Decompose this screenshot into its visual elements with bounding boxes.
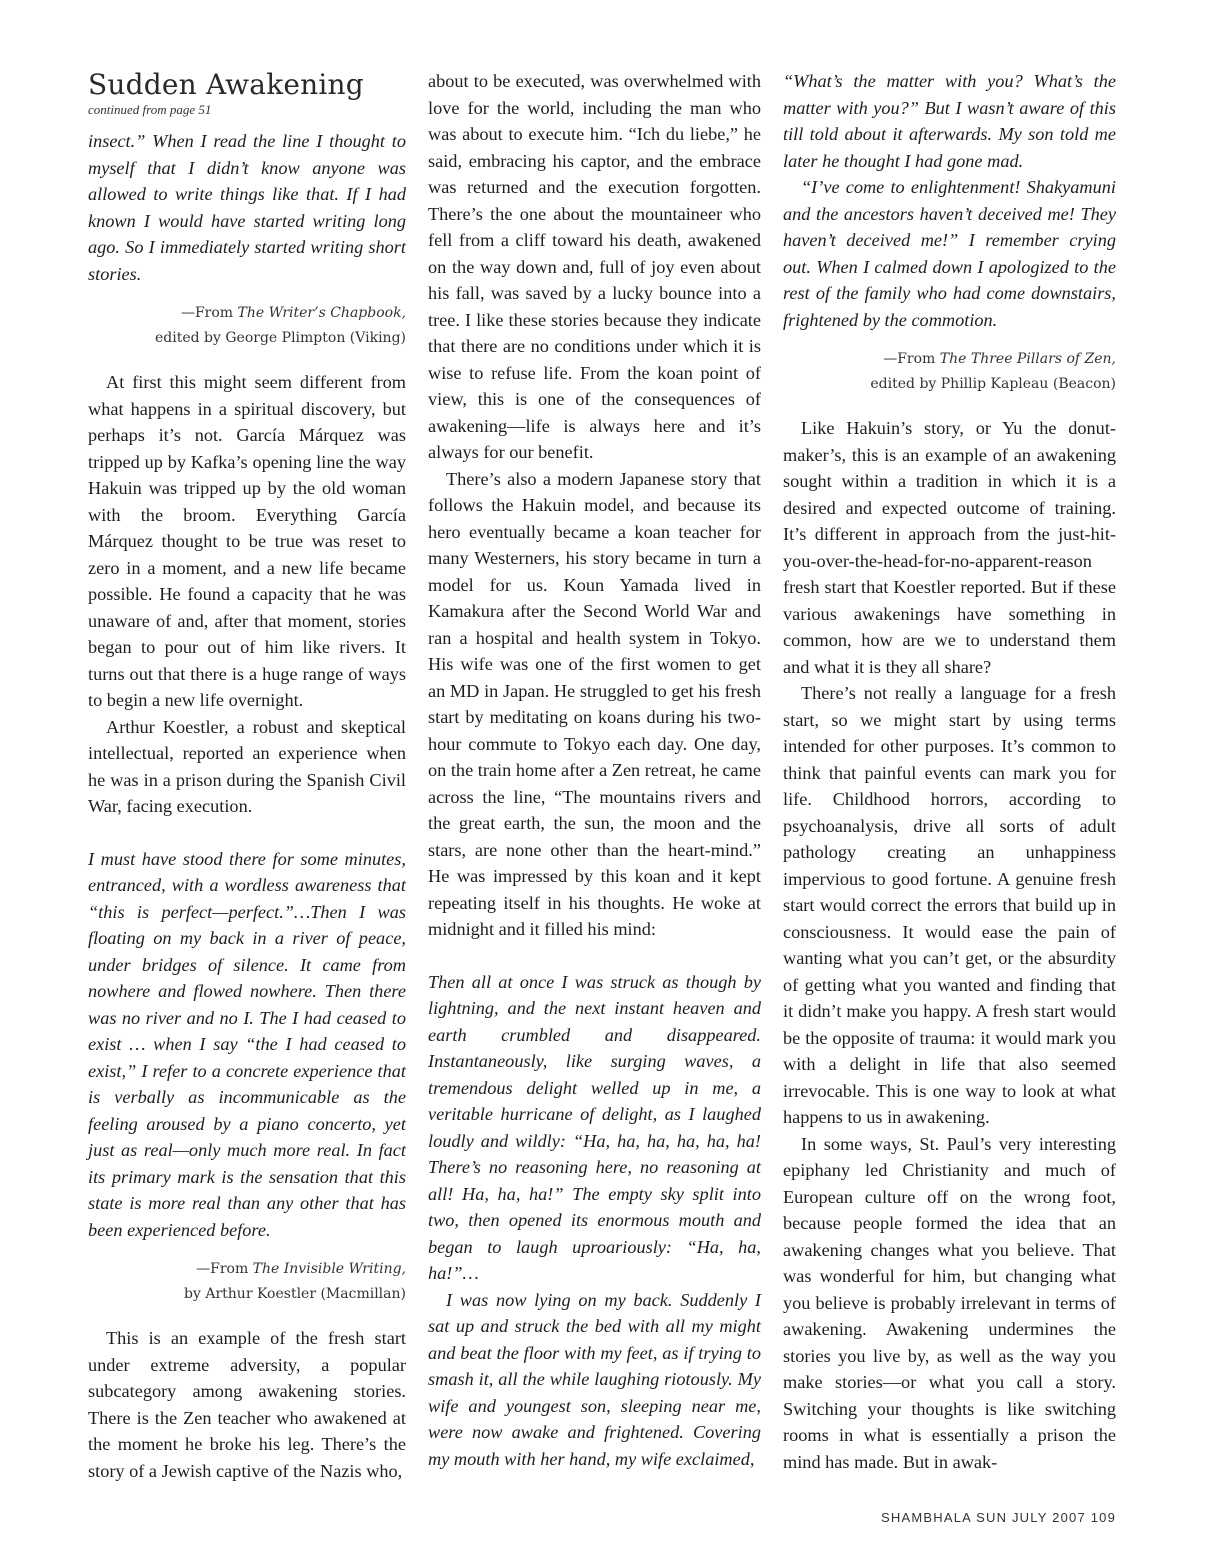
source-title: The Writer’s Chapbook, <box>237 305 406 321</box>
article-title: Sudden Awakening <box>88 68 364 101</box>
quote-source: —From The Invisible Writing, by Arthur Koestler (Macmillan) <box>184 1261 406 1302</box>
column-2 <box>428 68 761 1472</box>
body-paragraph: Like Hakuin’s story, or Yu the donut-maker’s, this is an example of an awakening sought within a tradition in which it is a desired and expected outcome of training. It’s different in approach from the just-hit-you-over-the-head-for-no-apparent-reason fresh start that Koestler reported. But if these various awakenings have something in common, how are we to understand them and what it is they all share? <box>783 418 1116 677</box>
continued-note: continued from page 51 <box>88 102 212 117</box>
body-paragraph: There’s not really a language for a fresh start, so we might start by using terms intended for other purposes. It’s common to think that painful events can mark you for life. Childhood horrors, according to psychoanalysis, drive all sorts of adult pathology creating an unhappiness impervious to good fortune. A genuine fresh start would correct the errors that build up in consciousness. It would ease the pain of wanting what you can’t get, or the absurdity of getting what you wanted and finding that it didn’t make you happy. A fresh start would be the opposite of trauma: it would mark you with a delight in life that also seemed irrevocable. This is one way to look at what happens to us in awakening. <box>783 683 1116 1127</box>
quote-block: “What’s the matter with you? What’s the matter with you?” But I wasn’t aware of this till told about it afterwards. My son told me later he thought I had gone mad. <box>783 71 1116 171</box>
body-paragraph: Arthur Koestler, a robust and skeptical intellectual, reported an experience when he was in a prison during the Spanish Civil War, facing execution. <box>88 716 406 816</box>
column-3 <box>783 68 1116 1475</box>
source-detail: edited by Phillip Kapleau (Beacon) <box>870 376 1116 392</box>
source-detail: by Arthur Koestler (Macmillan) <box>184 1286 406 1302</box>
body-paragraph: There’s also a modern Japanese story that follows the Hakuin model, and because its hero eventually became a koan teacher for many Westerners, his story became in turn a model for us. Koun Yamada lived in Kamakura after the Second World War and ran a hospital and health system in Tokyo. His wife was one of the first women to get an MD in Japan. He struggled to get his fresh start by meditating on koans during his two-hour commute to Tokyo each day. One day, on the train home after a Zen retreat, he came across the line, “The mountains rivers and the great earth, the sun, the moon and the stars, are none other than the heart-mind.” He was impressed by this koan and it kept repeating itself in his thoughts. He woke at midnight and it filled his mind: <box>428 468 761 939</box>
body-paragraph: about to be executed, was overwhelmed with love for the world, including the man who was about to execute him. “Ich du liebe,” he said, embracing his captor, and the embrace was returned and the execution forgotten. There’s the one about the mountaineer who fell from a cliff toward his death, awakened on the way down and, full of joy even about his fall, was saved by a lucky bounce into a tree. I like these stories because they indicate that there are no conditions under which it is wise to refuse life. From the koan point of view, this is one of the consequences of awakening—life is always here and it’s always for our benefit. <box>428 71 761 462</box>
source-title: The Invisible Writing, <box>252 1261 406 1277</box>
quote-block: I was now lying on my back. Suddenly I sat up and struck the bed with all my might and beat the floor with my feet, as if trying to smash it, all the while laughing riotously. My wife and youngest son, sleeping near me, were now awake and frightened. Covering my mouth with her hand, my wife exclaimed, <box>428 1289 761 1469</box>
quote-source: —From The Three Pillars of Zen, edited by Phillip Kapleau (Beacon) <box>870 351 1116 392</box>
column-1 <box>88 68 406 1484</box>
quote-block: “I’ve come to enlightenment! Shakyamuni and the ancestors haven’t deceived me! They haven’t deceived me!” I remember crying out. When I calmed down I apologized to the rest of the family who had come downstairs, frightened by the commotion. <box>783 177 1116 330</box>
quote-block: insect.” When I read the line I thought to myself that I didn’t know anyone was allowed to write things like that. If I had known I would have started writing long ago. So I immediately started writing short stories. <box>88 131 406 284</box>
body-paragraph: In some ways, St. Paul’s very interesting epiphany led Christianity and much of European culture off on the wrong foot, because people formed the idea that an awakening changes what you believe. That was wonderful for him, but changing what you believe is probably irrelevant in terms of awakening. Awakening undermines the stories you live by, as well as the way you make stories—or what you call a story. Switching your thoughts is like switching rooms in what is essentially a prison the mind has made. But in awak- <box>783 1133 1116 1472</box>
quote-block: I must have stood there for some minutes, entranced, with a wordless awareness that “this is perfect—perfect.”…Then I was floating on my back in a river of peace, under bridges of silence. It came from nowhere and flowed nowhere. Then there was no river and no I. The I had ceased to exist … when I say “the I had ceased to exist,” I refer to a concrete experience that is verbally as incommunicable as the feeling aroused by a piano concerto, yet just as real—only much more real. In fact its primary mark is the sensation that this state is more real than any other that has been experienced before. <box>88 848 406 1240</box>
source-title: The Three Pillars of Zen, <box>939 351 1116 367</box>
quote-source: —From The Writer’s Chapbook, edited by George Plimpton (Viking) <box>155 305 406 346</box>
body-paragraph: This is an example of the fresh start under extreme adversity, a popular subcategory among awakening stories. There is the Zen teacher who awakened at the moment he broke his leg. There’s the story of a Jewish captive of the Nazis who, <box>88 1328 406 1481</box>
body-paragraph: At first this might seem different from what happens in a spiritual discovery, but perhaps it’s not. García Márquez was tripped up by Kafka’s opening line the way Hakuin was tripped up by the old woman with the broom. Everything García Márquez thought to be true was reset to zero in a moment, and a new life became possible. He found a capacity that he was unaware of and, after that moment, stories began to pour out of him like rivers. It turns out that there is a huge range of ways to begin a new life overnight. <box>88 372 406 710</box>
quote-block: Then all at once I was struck as though by lightning, and the next instant heaven and earth crumbled and disappeared. Instantaneously, like surging waves, a tremendous delight welled up in me, a veritable hurricane of delight, as I laughed loudly and wildly: “Ha, ha, ha, ha, ha, ha! There’s no reasoning here, no reasoning at all! Ha, ha, ha!” The empty sky split into two, then opened its enormous mouth and began to laugh uproariously: “Ha, ha, ha!”… <box>428 971 761 1283</box>
source-detail: edited by George Plimpton (Viking) <box>155 330 406 346</box>
page-footer: SHAMBHALA SUN JULY 2007 109 <box>881 1510 1116 1525</box>
